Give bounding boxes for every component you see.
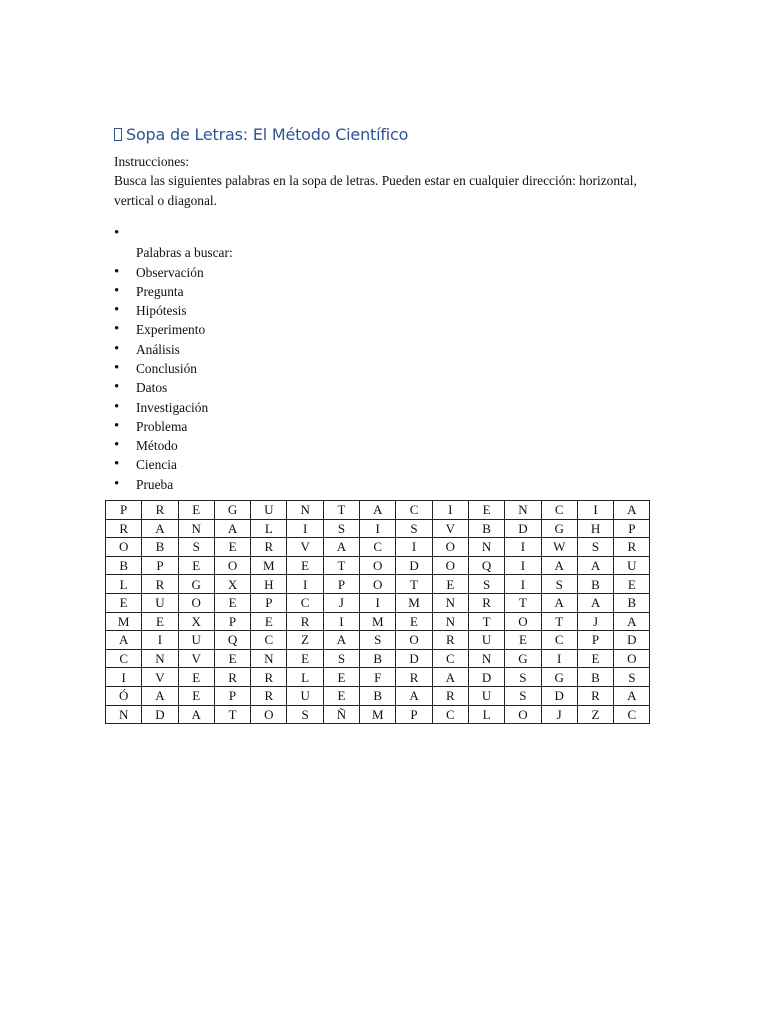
grid-cell: S <box>541 575 577 594</box>
grid-cell: N <box>468 538 504 557</box>
grid-cell: D <box>614 631 650 650</box>
grid-cell: I <box>505 575 541 594</box>
grid-cell: E <box>323 668 359 687</box>
grid-cell: F <box>360 668 396 687</box>
grid-row <box>106 538 650 557</box>
grid-cell: B <box>468 519 504 538</box>
grid-cell: E <box>287 649 323 668</box>
missing-glyph-icon <box>114 128 122 141</box>
grid-cell: O <box>432 538 468 557</box>
grid-cell: R <box>106 519 142 538</box>
grid-cell: L <box>251 519 287 538</box>
grid-cell: P <box>323 575 359 594</box>
grid-cell: D <box>396 556 432 575</box>
grid-cell: C <box>541 501 577 520</box>
words-label: Palabras a buscar: <box>136 245 233 261</box>
grid-cell: Ñ <box>323 705 359 724</box>
grid-cell: A <box>577 556 613 575</box>
grid-cell: A <box>432 668 468 687</box>
grid-cell: I <box>142 631 178 650</box>
word-list-item: • Experimento <box>114 320 654 339</box>
grid-cell: A <box>541 556 577 575</box>
grid-cell: A <box>214 519 250 538</box>
grid-cell: A <box>106 631 142 650</box>
word-search-grid <box>105 500 650 724</box>
empty-bullet <box>114 224 654 243</box>
grid-cell: S <box>614 668 650 687</box>
grid-cell: O <box>396 631 432 650</box>
grid-cell: E <box>323 686 359 705</box>
grid-cell: A <box>360 501 396 520</box>
grid-cell: S <box>360 631 396 650</box>
grid-cell: P <box>214 612 250 631</box>
grid-cell: S <box>577 538 613 557</box>
grid-cell: O <box>505 705 541 724</box>
grid-cell: S <box>323 519 359 538</box>
word-list-item: • Investigación <box>114 398 654 417</box>
grid-cell: G <box>178 575 214 594</box>
grid-row <box>106 556 650 575</box>
word-list-item: • Ciencia <box>114 455 654 474</box>
grid-cell: R <box>287 612 323 631</box>
grid-cell: R <box>142 501 178 520</box>
grid-cell: W <box>541 538 577 557</box>
grid-cell: D <box>396 649 432 668</box>
grid-cell: E <box>505 631 541 650</box>
word-list-item: • Problema <box>114 417 654 436</box>
grid-cell: I <box>287 519 323 538</box>
grid-cell: P <box>106 501 142 520</box>
instructions-label: Instrucciones: <box>114 154 190 169</box>
grid-cell: M <box>251 556 287 575</box>
grid-cell: O <box>360 556 396 575</box>
grid-row <box>106 668 650 687</box>
grid-cell: V <box>287 538 323 557</box>
grid-cell: P <box>577 631 613 650</box>
grid-cell: R <box>614 538 650 557</box>
grid-cell: T <box>468 612 504 631</box>
grid-cell: C <box>432 649 468 668</box>
grid-cell: P <box>614 519 650 538</box>
grid-cell: B <box>360 686 396 705</box>
instructions-text: Busca las siguientes palabras en la sopa de letras. Pueden estar en cualquier dirección: horizontal, vertical o diagonal. <box>114 173 637 208</box>
grid-cell: A <box>142 519 178 538</box>
grid-cell: L <box>287 668 323 687</box>
grid-cell: A <box>323 631 359 650</box>
grid-cell: T <box>214 705 250 724</box>
grid-cell: I <box>323 612 359 631</box>
grid-cell: M <box>396 593 432 612</box>
grid-cell: I <box>287 575 323 594</box>
grid-cell: P <box>251 593 287 612</box>
grid-cell: A <box>323 538 359 557</box>
grid-cell: S <box>505 668 541 687</box>
grid-cell: E <box>251 612 287 631</box>
word-list-item: • Conclusión <box>114 359 654 378</box>
grid-cell: E <box>468 501 504 520</box>
grid-row <box>106 519 650 538</box>
grid-cell: C <box>106 649 142 668</box>
grid-cell: R <box>577 686 613 705</box>
grid-cell: E <box>614 575 650 594</box>
grid-cell: I <box>360 593 396 612</box>
grid-cell: A <box>614 501 650 520</box>
grid-cell: J <box>323 593 359 612</box>
grid-cell: D <box>468 668 504 687</box>
grid-cell: X <box>214 575 250 594</box>
word-list-item: • Observación <box>114 263 654 282</box>
grid-cell: L <box>106 575 142 594</box>
grid-cell: O <box>505 612 541 631</box>
grid-cell: A <box>614 686 650 705</box>
grid-cell: G <box>541 668 577 687</box>
grid-cell: I <box>106 668 142 687</box>
grid-cell: Z <box>287 631 323 650</box>
grid-cell: J <box>577 612 613 631</box>
word-list-item: • Método <box>114 436 654 455</box>
grid-cell: N <box>178 519 214 538</box>
grid-cell: I <box>360 519 396 538</box>
grid-cell: C <box>287 593 323 612</box>
grid-cell: B <box>577 575 613 594</box>
grid-cell: B <box>142 538 178 557</box>
grid-cell: M <box>360 705 396 724</box>
grid-cell: N <box>432 612 468 631</box>
grid-cell: N <box>468 649 504 668</box>
page-title <box>114 124 654 146</box>
grid-cell: U <box>251 501 287 520</box>
grid-cell: S <box>505 686 541 705</box>
grid-cell: R <box>214 668 250 687</box>
grid-cell: G <box>505 649 541 668</box>
word-list <box>114 224 654 494</box>
grid-cell: O <box>106 538 142 557</box>
grid-cell: Ó <box>106 686 142 705</box>
grid-cell: N <box>106 705 142 724</box>
grid-cell: G <box>541 519 577 538</box>
grid-cell: A <box>142 686 178 705</box>
grid-cell: M <box>106 612 142 631</box>
grid-cell: C <box>396 501 432 520</box>
grid-cell: E <box>106 593 142 612</box>
grid-cell: I <box>432 501 468 520</box>
grid-cell: V <box>178 649 214 668</box>
grid-cell: R <box>142 575 178 594</box>
grid-cell: X <box>178 612 214 631</box>
grid-cell: C <box>432 705 468 724</box>
grid-row <box>106 649 650 668</box>
word-list-item: • Datos <box>114 378 654 397</box>
grid-cell: R <box>432 686 468 705</box>
grid-cell: T <box>396 575 432 594</box>
grid-cell: E <box>214 538 250 557</box>
grid-cell: U <box>468 631 504 650</box>
grid-cell: B <box>577 668 613 687</box>
grid-cell: R <box>251 686 287 705</box>
grid-cell: T <box>323 556 359 575</box>
grid-cell: E <box>214 593 250 612</box>
grid-cell: B <box>106 556 142 575</box>
grid-cell: A <box>396 686 432 705</box>
grid-row <box>106 593 650 612</box>
grid-cell: E <box>396 612 432 631</box>
grid-cell: I <box>541 649 577 668</box>
grid-cell: E <box>178 686 214 705</box>
grid-cell: O <box>178 593 214 612</box>
grid-cell: P <box>214 686 250 705</box>
grid-cell: V <box>142 668 178 687</box>
grid-cell: E <box>142 612 178 631</box>
grid-cell: R <box>396 668 432 687</box>
grid-cell: E <box>178 501 214 520</box>
grid-cell: D <box>142 705 178 724</box>
grid-cell: O <box>614 649 650 668</box>
word-list-item: • Pregunta <box>114 282 654 301</box>
grid-cell: D <box>541 686 577 705</box>
word-list-item: • Prueba <box>114 475 654 494</box>
page-title-text: Sopa de Letras: El Método Científico <box>126 125 409 144</box>
grid-cell: A <box>614 612 650 631</box>
grid-cell: I <box>577 501 613 520</box>
grid-cell: N <box>251 649 287 668</box>
grid-cell: N <box>505 501 541 520</box>
grid-cell: O <box>432 556 468 575</box>
grid-cell: R <box>251 668 287 687</box>
grid-cell: T <box>323 501 359 520</box>
grid-row <box>106 501 650 520</box>
grid-cell: B <box>614 593 650 612</box>
grid-cell: R <box>468 593 504 612</box>
grid-row <box>106 631 650 650</box>
word-list-item: • Análisis <box>114 340 654 359</box>
grid-cell: D <box>505 519 541 538</box>
grid-cell: Q <box>468 556 504 575</box>
grid-row <box>106 686 650 705</box>
grid-cell: S <box>396 519 432 538</box>
grid-cell: A <box>541 593 577 612</box>
grid-cell: U <box>287 686 323 705</box>
grid-cell: N <box>142 649 178 668</box>
grid-cell: E <box>214 649 250 668</box>
grid-cell: C <box>360 538 396 557</box>
grid-cell: T <box>541 612 577 631</box>
grid-cell: U <box>468 686 504 705</box>
grid-cell: L <box>468 705 504 724</box>
grid-cell: E <box>178 668 214 687</box>
grid-cell: C <box>541 631 577 650</box>
grid-cell: C <box>251 631 287 650</box>
grid-cell: U <box>142 593 178 612</box>
grid-cell: P <box>396 705 432 724</box>
grid-cell: C <box>614 705 650 724</box>
grid-cell: I <box>505 538 541 557</box>
grid-cell: G <box>214 501 250 520</box>
grid-row <box>106 612 650 631</box>
grid-cell: U <box>614 556 650 575</box>
grid-cell: E <box>577 649 613 668</box>
grid-cell: Q <box>214 631 250 650</box>
grid-cell: A <box>178 705 214 724</box>
grid-cell: R <box>251 538 287 557</box>
grid-cell: O <box>251 705 287 724</box>
grid-cell: E <box>178 556 214 575</box>
grid-cell: A <box>577 593 613 612</box>
grid-cell: S <box>323 649 359 668</box>
grid-cell: P <box>142 556 178 575</box>
grid-cell: B <box>360 649 396 668</box>
grid-cell: N <box>287 501 323 520</box>
grid-row <box>106 705 650 724</box>
grid-cell: T <box>505 593 541 612</box>
grid-row <box>106 575 650 594</box>
document-page <box>114 124 654 494</box>
grid-cell: M <box>360 612 396 631</box>
grid-cell: H <box>577 519 613 538</box>
grid-cell: S <box>178 538 214 557</box>
grid-cell: Z <box>577 705 613 724</box>
grid-cell: S <box>287 705 323 724</box>
grid-cell: V <box>432 519 468 538</box>
word-list-item: • Hipótesis <box>114 301 654 320</box>
grid-cell: H <box>251 575 287 594</box>
grid-cell: J <box>541 705 577 724</box>
grid-cell: R <box>432 631 468 650</box>
grid-cell: I <box>396 538 432 557</box>
grid-cell: U <box>178 631 214 650</box>
grid-cell: N <box>432 593 468 612</box>
grid-cell: I <box>505 556 541 575</box>
grid-cell: E <box>287 556 323 575</box>
grid-cell: S <box>468 575 504 594</box>
grid-cell: E <box>432 575 468 594</box>
grid-cell: O <box>214 556 250 575</box>
grid-cell: O <box>360 575 396 594</box>
